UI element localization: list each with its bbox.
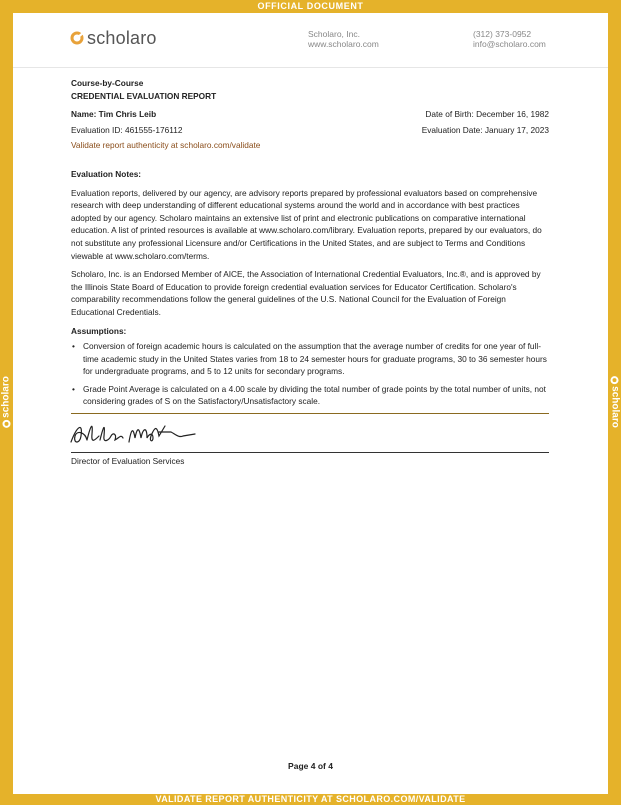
side-watermark-text: scholaro (0, 376, 12, 418)
assumptions-heading: Assumptions: (71, 325, 127, 336)
scholaro-logo (70, 29, 157, 47)
signature-area (71, 414, 549, 452)
side-watermark-text: scholaro (609, 386, 621, 428)
letterhead (13, 13, 608, 68)
validate-link[interactable]: Validate report authenticity at scholaro.com/validate (71, 140, 261, 151)
company-email[interactable]: info@scholaro.com (473, 39, 546, 49)
report-body (71, 77, 549, 468)
assumptions-list (71, 340, 549, 408)
report-type: Course-by-Course (71, 78, 144, 88)
company-contact (473, 29, 546, 49)
side-watermark-right (610, 376, 621, 428)
signature-line (71, 452, 549, 453)
validate-banner: VALIDATE REPORT AUTHENTICITY AT SCHOLARO.COM/VALIDATE (155, 794, 466, 804)
company-website[interactable]: www.scholaro.com (308, 39, 379, 49)
evaluation-date: Evaluation Date: January 17, 2023 (421, 124, 549, 135)
report-title: CREDENTIAL EVALUATION REPORT (71, 90, 217, 101)
page-number: Page 4 of 4 (288, 761, 333, 771)
identity-row-2 (71, 124, 549, 137)
student-name: Name: Tim Chris Leib (71, 109, 157, 120)
identity-row-1 (71, 108, 549, 121)
logo-text: scholaro (87, 28, 157, 48)
document-page (13, 13, 608, 794)
notes-paragraph-1: Evaluation reports, delivered by our agency, are advisory reports prepared by professional evaluators based on comprehensive research with deep understanding of different educational systems around the world and in accordance with best practices adopted by our agency. Scholaro maintains an extensive list of print and electronic publications on comparative international education. A list of printed resources is available at www.scholaro.com/library. Evaluation reports, prepared by our evaluators, do not substitute any professional Licensure and/or Certifications in the United States, and are subject to Terms and Conditions viewable at www.scholaro.com/terms. (71, 187, 542, 261)
scholaro-logo-icon (70, 31, 84, 45)
signature-image (67, 416, 207, 452)
side-watermark-left (1, 376, 12, 428)
date-of-birth: Date of Birth: December 16, 1982 (425, 109, 549, 120)
notes-heading: Evaluation Notes: (71, 168, 142, 179)
notes-paragraph-2: Scholaro, Inc. is an Endorsed Member of AICE, the Association of International Credential Evaluators, Inc.®, and is approved by the Illinois State Board of Education to provide foreign credential evaluation services for Educator Certification. Scholaro's comparability recommendations follow the general guidelines of the U.S. National Council for the Evaluation of Foreign Educational Credentials. (71, 269, 541, 317)
list-item: • Conversion of foreign academic hours is calculated on the assumption that the average number of credits for one year of full-time academic study in the United States varies from 18 to 24 semester hours for graduate programs, 30 to 36 semester hours for undergraduate programs, and 5 to 12 units for secondary programs. (71, 340, 549, 378)
company-address (308, 29, 379, 49)
scholaro-logo-icon (611, 376, 619, 384)
official-document-banner: OFFICIAL DOCUMENT (257, 1, 364, 11)
scholaro-logo-icon (2, 420, 10, 428)
signatory-title: Director of Evaluation Services (71, 456, 185, 467)
evaluation-id: Evaluation ID: 461555-176112 (71, 124, 183, 135)
company-phone: (312) 373-0952 (473, 29, 532, 39)
company-name: Scholaro, Inc. (308, 29, 360, 39)
list-item: • Grade Point Average is calculated on a 4.00 scale by dividing the total number of grade points by the total number of units, not considering grades of S on the Satisfactory/Unsatisfactory scale. (71, 383, 549, 408)
